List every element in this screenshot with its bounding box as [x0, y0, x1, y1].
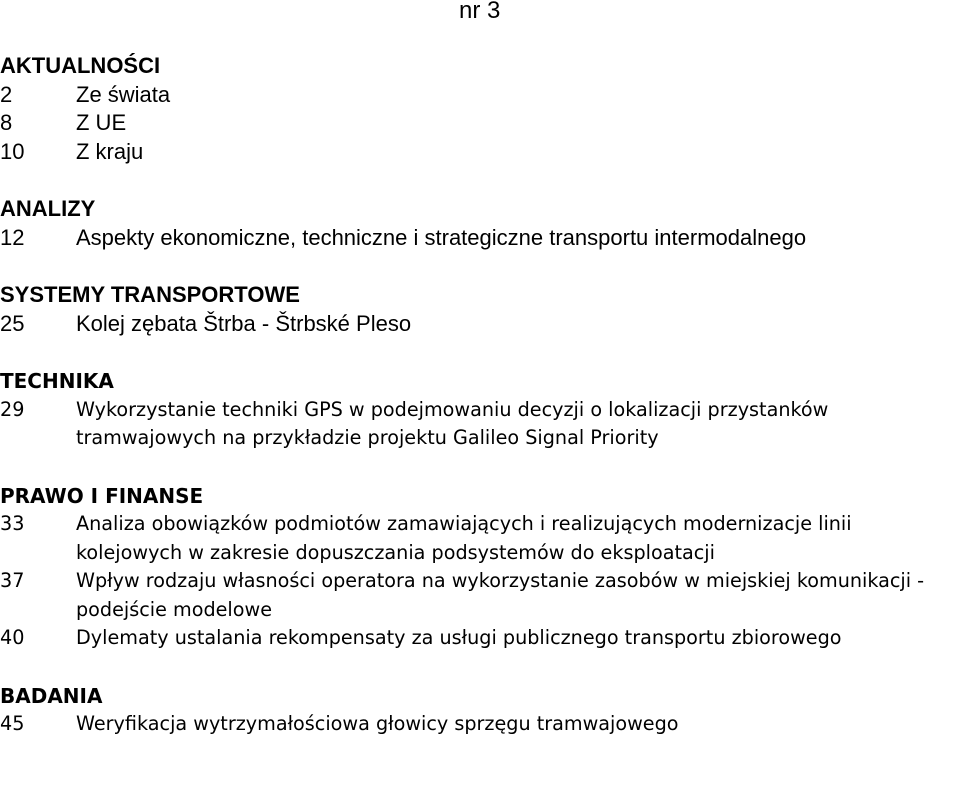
section-badania: [0, 682, 960, 739]
toc-entry: [0, 224, 960, 253]
toc-entry: [0, 310, 960, 339]
entry-title: Wykorzystanie techniki GPS w podejmowaniu decyzji o lokalizacji przystanków tramwajowych na przykładzie projektu Galileo Signal Priority: [76, 397, 829, 449]
entry-title: Aspekty ekonomiczne, techniczne i strategiczne transportu intermodalnego: [76, 224, 807, 250]
entry-title: Ze świata: [76, 81, 171, 107]
entry-title: Wpływ rodzaju własności operatora na wykorzystanie zasobów w miejskiej komunikacji - podejście modelowe: [76, 569, 925, 621]
entry-page-number: 33: [0, 512, 25, 535]
entry-title: Z UE: [76, 110, 127, 135]
table-of-contents: [0, 52, 960, 768]
section-technika: [0, 367, 960, 453]
toc-entry: [0, 109, 960, 138]
toc-entry: [0, 624, 960, 653]
section-title: PRAWO I FINANSE: [0, 483, 204, 508]
section-aktualnosci: [0, 52, 960, 166]
section-analizy: [0, 195, 960, 252]
toc-entry: [0, 510, 960, 567]
entry-title: Dylematy ustalania rekompensaty za usługi publicznego transportu zbiorowego: [76, 626, 842, 649]
entry-page-number: 40: [0, 626, 25, 649]
toc-entry: [0, 396, 960, 453]
section-title: SYSTEMY TRANSPORTOWE: [0, 282, 300, 307]
section-systemy-transportowe: [0, 281, 960, 338]
toc-entry: [0, 138, 960, 167]
section-title: BADANIA: [0, 683, 103, 708]
entry-title: Kolej zębata Štrba - Štrbské Pleso: [76, 310, 412, 336]
entry-page-number: 2: [0, 81, 13, 107]
section-title: ANALIZY: [0, 196, 96, 221]
toc-entry: [0, 567, 960, 624]
entry-title: Analiza obowiązków podmiotów zamawiających i realizujących modernizacje linii kolejowych w zakresie dopuszczania podsystemów do eksploatacji: [76, 512, 852, 564]
toc-entry: [0, 710, 960, 739]
issue-number: nr 3: [459, 0, 501, 24]
entry-page-number: 45: [0, 712, 25, 735]
toc-entry: [0, 81, 960, 110]
entry-page-number: 12: [0, 224, 25, 250]
entry-page-number: 37: [0, 569, 25, 592]
entry-title: Weryfikacja wytrzymałościowa głowicy sprzęgu tramwajowego: [76, 712, 679, 735]
section-title: AKTUALNOŚCI: [0, 53, 161, 78]
entry-page-number: 25: [0, 310, 25, 336]
entry-page-number: 10: [0, 138, 25, 164]
entry-title: Z kraju: [76, 138, 144, 164]
section-prawo-i-finanse: [0, 482, 960, 653]
entry-page-number: 29: [0, 397, 25, 421]
entry-page-number: 8: [0, 110, 13, 135]
section-title: TECHNIKA: [0, 369, 114, 393]
